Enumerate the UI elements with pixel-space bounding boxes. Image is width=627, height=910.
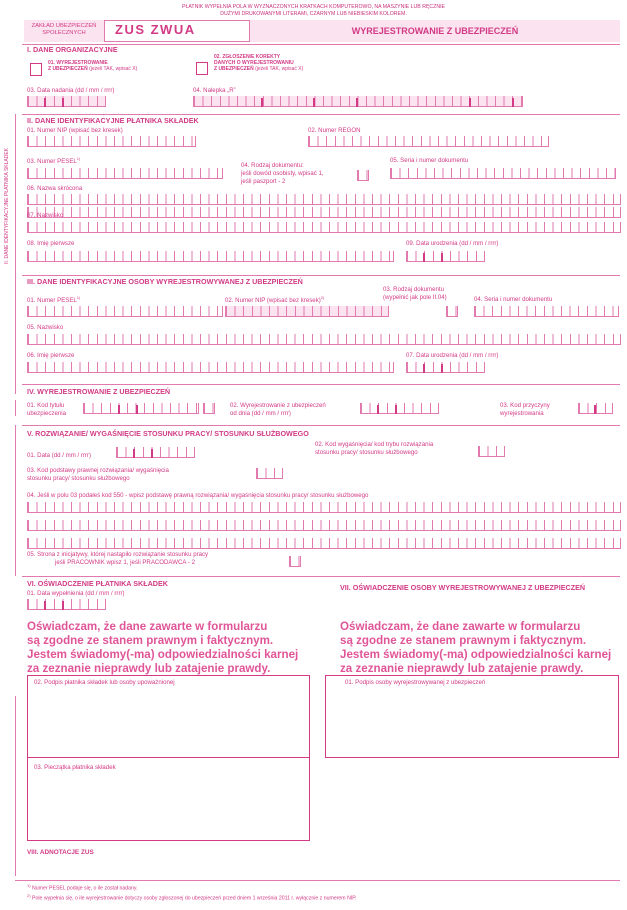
field-1-02-line2: DANYCH O WYREJESTROWANIU bbox=[214, 59, 294, 66]
field-1-04-label: 04. Nalepka „R” bbox=[193, 87, 236, 94]
header-line-1: PŁATNIK WYPEŁNIA POLA W WYZNACZONYCH KRATKACH KOMPUTEROWO, NA MASZYNIE LUB RĘCZNIE bbox=[182, 4, 445, 10]
field-5-02-line1: 02. Kod wygaśnięcia/ kod trybu rozwiązania bbox=[315, 441, 434, 448]
section-divider bbox=[22, 114, 620, 115]
field-2-08-label: 08. Imię pierwsze bbox=[27, 240, 75, 247]
field-5-05-label bbox=[27, 551, 208, 567]
field-6-03-label: 03. Pieczątka płatnika składek bbox=[34, 764, 116, 771]
correction-checkbox[interactable] bbox=[196, 62, 208, 75]
field-1-01-hint: (jeżeli TAK, wpisać X) bbox=[89, 65, 138, 72]
header-instruction bbox=[0, 4, 627, 17]
code-separator bbox=[136, 405, 138, 414]
field-7-01-label: 01. Podpis osoby wyrejestrowywanej z ubezpieczeń bbox=[345, 679, 486, 686]
field-1-03-label: 03. Data nadania (dd / mm / rrrr) bbox=[27, 87, 115, 94]
sticker-separator bbox=[313, 98, 315, 107]
date-separator bbox=[151, 449, 153, 458]
date-separator bbox=[441, 253, 443, 262]
date-separator bbox=[423, 253, 425, 262]
legal-basis-code-input[interactable] bbox=[256, 468, 283, 479]
field-2-09-label: 09. Data urodzenia (dd / mm / rrrr) bbox=[406, 240, 499, 247]
insured-birth-date-input[interactable] bbox=[406, 362, 485, 373]
field-3-03-line1: 03. Rodzaj dokumentu bbox=[383, 286, 444, 293]
field-5-03-line1: 03. Kod podstawy prawnej rozwiązania/ wygaśnięcia bbox=[27, 467, 169, 474]
insured-declaration-line4: za zeznanie nieprawdy lub zatajenie prawdy. bbox=[340, 662, 584, 675]
payer-short-name-input-2[interactable] bbox=[27, 207, 621, 218]
field-4-02-line2: od dnia (dd / mm / rrrr) bbox=[230, 409, 291, 417]
field-3-06-label: 06. Imię pierwsze bbox=[27, 352, 75, 359]
field-5-04-label: 04. Jeśli w polu 03 podałeś kod 550 - wpisz podstawę prawną rozwiązania/ wygaśnięcia stosunku pracy/ stosunku służbowego bbox=[27, 492, 369, 499]
issue-date-input[interactable] bbox=[27, 96, 106, 107]
date-separator bbox=[44, 98, 46, 107]
field-2-04-line3: jeśli paszport - 2 bbox=[241, 177, 286, 185]
payer-declaration-line3: Jestem świadomy(-ma) odpowiedzialności karnej bbox=[27, 648, 299, 661]
field-2-07-label: 07. Nazwisko bbox=[27, 212, 64, 219]
payer-doc-number-input[interactable] bbox=[390, 168, 616, 179]
insured-declaration bbox=[340, 620, 611, 676]
section-2-side-label bbox=[2, 136, 12, 276]
date-separator bbox=[133, 449, 135, 458]
sticker-separator bbox=[512, 98, 514, 107]
code-separator bbox=[594, 405, 596, 414]
frame-line-left bbox=[15, 425, 16, 576]
insured-doc-type-input[interactable] bbox=[446, 306, 458, 317]
field-1-01-label bbox=[48, 61, 137, 73]
date-separator bbox=[441, 364, 443, 373]
frame-line-left bbox=[15, 114, 16, 394]
date-separator bbox=[377, 405, 379, 414]
field-4-02-line1: 02. Wyrejestrowanie z ubezpieczeń bbox=[230, 402, 326, 409]
payer-declaration bbox=[27, 620, 298, 676]
insured-surname-input[interactable] bbox=[27, 334, 621, 345]
field-5-05-line1: 05. Strona z inicjatywy, której nastąpiło rozwiązanie stosunku pracy bbox=[27, 551, 209, 558]
field-1-01-line1: 01. WYREJESTROWANIE bbox=[48, 60, 108, 66]
date-separator bbox=[423, 364, 425, 373]
termination-mode-code-input[interactable] bbox=[478, 446, 505, 457]
field-4-03-line2: wyrejestrowania bbox=[500, 409, 544, 417]
insured-doc-number-input[interactable] bbox=[474, 306, 619, 317]
footnote-ref-1: 1) bbox=[76, 295, 81, 300]
sticker-separator bbox=[469, 98, 471, 107]
date-separator bbox=[395, 405, 397, 414]
section-6-title: VI. OŚWIADCZENIE PŁATNIKA SKŁADEK bbox=[27, 579, 168, 588]
field-1-02-label bbox=[214, 55, 303, 72]
sticker-r-input[interactable] bbox=[193, 96, 523, 107]
field-5-03-line2: stosunku pracy/ stosunku służbowego bbox=[27, 474, 130, 482]
field-4-03-line1: 03. Kod przyczyny bbox=[500, 402, 550, 409]
section-divider bbox=[22, 384, 620, 385]
field-1-02-line1: 02. ZGŁOSZENIE KOREKTY bbox=[214, 54, 281, 60]
field-6-01-label: 01. Data wypełnienia (dd / mm / rrrr) bbox=[27, 590, 125, 597]
insured-signature-box[interactable] bbox=[325, 675, 619, 758]
date-separator bbox=[62, 601, 64, 610]
deregistration-checkbox[interactable] bbox=[30, 63, 42, 76]
field-3-01-text: 01. Numer PESEL bbox=[27, 297, 77, 305]
field-3-03-label bbox=[383, 286, 447, 301]
field-2-02-label: 02. Numer REGON bbox=[308, 127, 361, 134]
field-2-05-label: 05. Seria i numer dokumentu bbox=[390, 157, 469, 164]
field-5-02-label bbox=[315, 441, 433, 457]
footnote-divider bbox=[15, 880, 620, 881]
field-5-03-label bbox=[27, 467, 169, 483]
payer-declaration-line1: Oświadczam, że dane zawarte w formularzu bbox=[27, 620, 268, 633]
payer-declaration-line2: są zgodne ze stanem prawnym i faktycznym. bbox=[27, 634, 274, 647]
legal-basis-text-input-1[interactable] bbox=[27, 502, 621, 513]
field-4-01-label bbox=[27, 402, 66, 418]
field-4-03-label bbox=[500, 402, 550, 418]
section-2-title: II. DANE IDENTYFIKACYJNE PŁATNIKA SKŁADEK bbox=[27, 116, 199, 125]
field-2-04-line1: 04. Rodzaj dokumentu: bbox=[241, 162, 304, 169]
footnote-2: Pole wypełnia się, o ile wyrejestrowanie dotyczy osoby zgłoszonej do ubezpieczeń przed dniem 1 września 2011 r. wyłącznie z numerem NIP. bbox=[32, 895, 357, 902]
footnote-1: Numer PESEL podaje się, o ile został nadany. bbox=[32, 885, 138, 892]
field-3-05-label: 05. Nazwisko bbox=[27, 324, 64, 331]
section-5-title: V. ROZWIĄZANIE/ WYGAŚNIĘCIE STOSUNKU PRACY/ STOSUNKU SŁUŻBOWEGO bbox=[27, 429, 309, 438]
insurance-title-code-extra-input[interactable] bbox=[203, 403, 215, 414]
payer-doc-type-input[interactable] bbox=[357, 170, 369, 181]
zus-label: ZAKŁAD UBEZPIECZEŃ SPOŁECZNYCH bbox=[24, 20, 105, 42]
payer-surname-input[interactable] bbox=[27, 222, 621, 233]
insured-pesel-input[interactable] bbox=[27, 306, 223, 317]
section-2-side-text: II. DANE IDENTYFIKACYJNE PŁATNIKA SKŁADEK bbox=[4, 147, 10, 265]
legal-basis-text-input-3[interactable] bbox=[27, 538, 621, 549]
section-divider bbox=[22, 425, 620, 426]
payer-regon-input[interactable] bbox=[308, 136, 549, 147]
payer-stamp-box[interactable] bbox=[27, 758, 310, 841]
section-divider bbox=[22, 576, 620, 577]
payer-birth-date-input[interactable] bbox=[406, 251, 485, 262]
form-code: ZUS ZWUA bbox=[115, 22, 196, 37]
legal-basis-text-input-2[interactable] bbox=[27, 520, 621, 531]
footnotes bbox=[27, 883, 357, 903]
insured-declaration-line3: Jestem świadomy(-ma) odpowiedzialności karnej bbox=[340, 648, 612, 661]
field-6-02-label: 02. Podpis płatnika składek lub osoby upoważnionej bbox=[34, 679, 175, 686]
field-2-04-line2: jeśli dowód osobisty, wpisać 1, bbox=[241, 169, 324, 177]
field-4-02-label bbox=[230, 402, 326, 418]
deregistration-date-input[interactable] bbox=[360, 403, 439, 414]
field-1-02-line3: Z UBEZPIECZEŃ bbox=[214, 65, 254, 72]
initiating-party-input[interactable] bbox=[289, 556, 301, 567]
field-2-06-label: 06. Nazwa skrócona bbox=[27, 185, 83, 192]
field-2-04-label bbox=[241, 162, 324, 186]
payer-first-name-input[interactable] bbox=[27, 251, 394, 262]
section-divider bbox=[22, 275, 620, 276]
footnote-marker-2: 2) bbox=[27, 892, 31, 898]
frame-line-left bbox=[15, 400, 16, 416]
section-8-title: VIII. ADNOTACJE ZUS bbox=[27, 849, 94, 856]
insured-declaration-line1: Oświadczam, że dane zawarte w formularzu bbox=[340, 620, 581, 633]
field-3-01-label bbox=[27, 296, 80, 304]
section-7-title: VII. OŚWIADCZENIE OSOBY WYREJESTROWYWANEJ Z UBEZPIECZEŃ bbox=[340, 583, 586, 592]
field-2-03-text: 03. Numer PESEL bbox=[27, 158, 77, 166]
date-separator bbox=[62, 98, 64, 107]
field-1-01-line2: Z UBEZPIECZEŃ bbox=[48, 65, 88, 72]
date-separator bbox=[44, 601, 46, 610]
sticker-separator bbox=[261, 98, 263, 107]
insured-nip-input[interactable] bbox=[225, 306, 389, 317]
footnote-ref-1: 1) bbox=[76, 156, 81, 161]
field-3-02-text: 02. Numer NIP (wpisać bez kresek) bbox=[225, 297, 321, 305]
insured-declaration-line2: są zgodne ze stanem prawnym i faktycznym. bbox=[340, 634, 587, 647]
frame-line-left bbox=[15, 696, 16, 876]
field-5-02-line2: stosunku pracy/ stosunku służbowego bbox=[315, 448, 418, 456]
field-3-07-label: 07. Data urodzenia (dd / mm / rrrr) bbox=[406, 352, 499, 359]
field-3-02-label bbox=[225, 296, 324, 304]
field-3-03-line2: (wypełnić jak pole II.04) bbox=[383, 293, 447, 301]
field-2-01-label: 01. Numer NIP (wpisać bez kresek) bbox=[27, 127, 123, 134]
payer-signature-box[interactable] bbox=[27, 675, 310, 758]
payer-declaration-line4: za zeznanie nieprawdy lub zatajenie prawdy. bbox=[27, 662, 271, 675]
field-1-02-hint: (jeżeli TAK, wpisać X) bbox=[255, 65, 304, 72]
section-4-title: IV. WYREJESTROWANIE Z UBEZPIECZEŃ bbox=[27, 387, 171, 396]
form-title: WYREJESTROWANIE Z UBEZPIECZEŃ bbox=[249, 20, 620, 42]
sticker-separator bbox=[356, 98, 358, 107]
field-4-01-line2: ubezpieczenia bbox=[27, 409, 66, 417]
field-4-01-line1: 01. Kod tytułu bbox=[27, 402, 65, 409]
field-2-03-label bbox=[27, 157, 80, 165]
footnote-ref-2: 2) bbox=[320, 295, 325, 300]
insured-first-name-input[interactable] bbox=[27, 362, 394, 373]
field-5-05-line2: jeśli PRACOWNIK wpisz 1, jeśli PRACODAWCA - 2 bbox=[55, 558, 195, 566]
field-3-04-label: 04. Seria i numer dokumentu bbox=[474, 296, 553, 303]
payer-nip-input[interactable] bbox=[27, 136, 196, 147]
field-5-01-label: 01. Data (dd / mm / rrrr) bbox=[27, 452, 91, 459]
footnote-marker-1: 1) bbox=[27, 883, 31, 888]
section-3-title: III. DANE IDENTYFIKACYJNE OSOBY WYREJESTROWYWANEJ Z UBEZPIECZEŃ bbox=[27, 277, 303, 286]
code-separator bbox=[118, 405, 120, 414]
insurance-title-code-input[interactable] bbox=[83, 403, 199, 414]
fill-date-input[interactable] bbox=[27, 599, 106, 610]
header-line-2: DUŻYMI DRUKOWANYMI LITERAMI, CZARNYM LUB NIEBIESKIM KOLOREM. bbox=[220, 10, 407, 17]
termination-date-input[interactable] bbox=[116, 447, 195, 458]
payer-pesel-input[interactable] bbox=[27, 168, 223, 179]
payer-short-name-input[interactable] bbox=[27, 194, 621, 205]
section-1-title: I. DANE ORGANIZACYJNE bbox=[27, 45, 118, 54]
